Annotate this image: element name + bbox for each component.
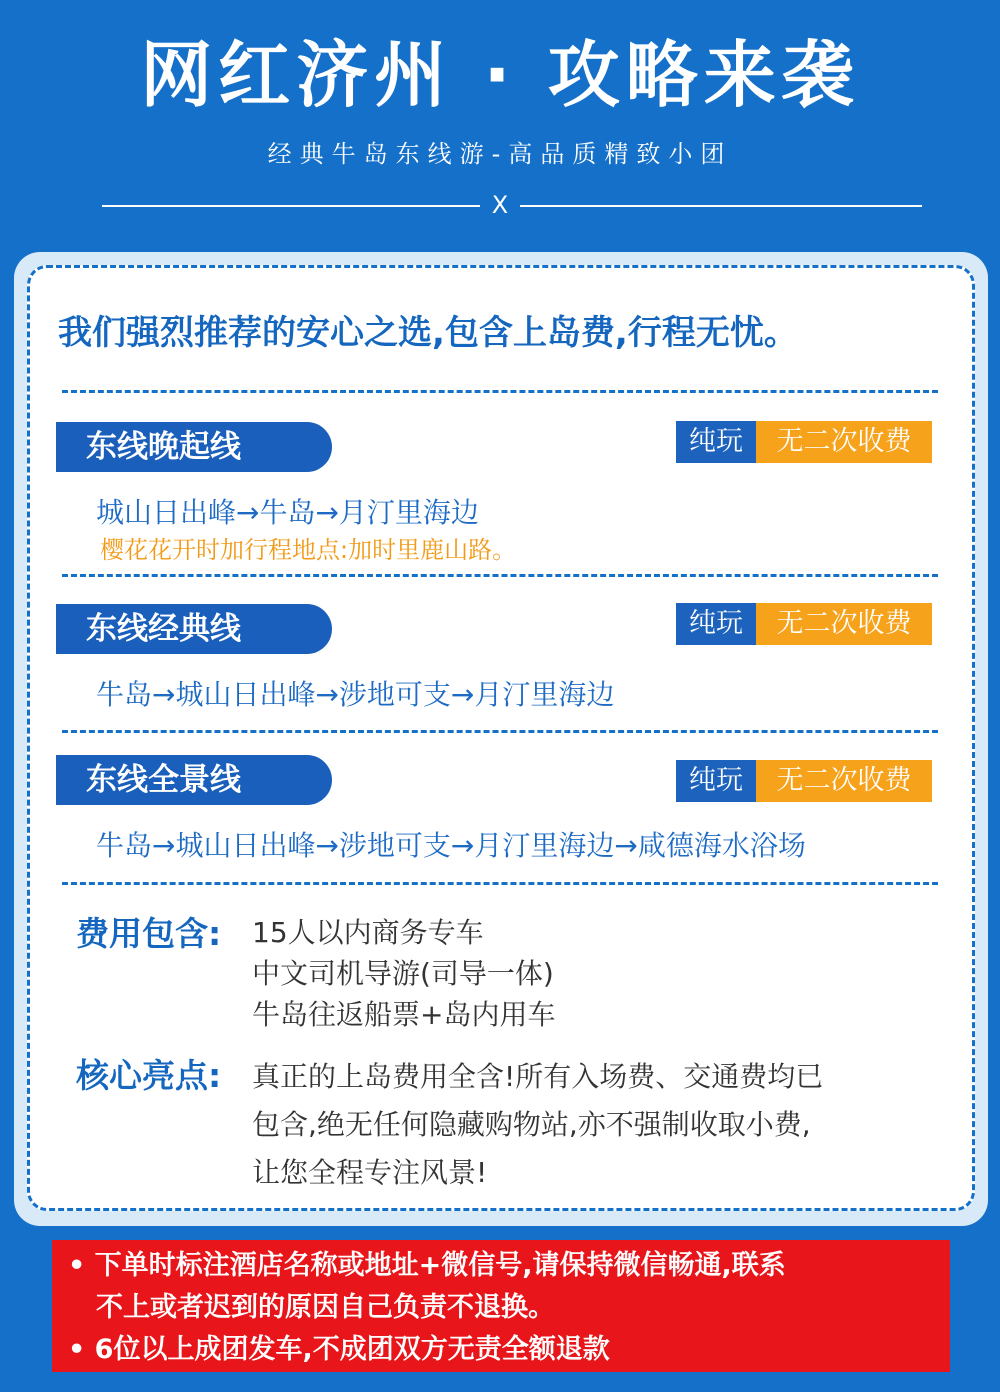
dash-divider	[62, 730, 938, 733]
route-path-panorama: 牛岛→城山日出峰→涉地可支→月汀里海边→咸德海水浴场	[96, 829, 806, 862]
card-headline: 我们强烈推荐的安心之选,包含上岛费,行程无忧。	[58, 313, 798, 353]
dash-divider	[62, 390, 938, 393]
divider-mark: X	[491, 191, 509, 219]
route-path-classic: 牛岛→城山日出峰→涉地可支→月汀里海边	[96, 678, 615, 711]
route-badges-classic	[676, 603, 932, 645]
route-note-late: 樱花花开时加行程地点:加时里鹿山路。	[100, 536, 517, 564]
page-title: 网红济州 · 攻略来袭	[140, 33, 860, 117]
divider-left	[102, 205, 480, 207]
dash-divider	[62, 574, 938, 577]
badge-no-extra-fee: 无二次收费	[756, 760, 932, 802]
badge-pure-play: 纯玩	[676, 760, 756, 802]
dash-divider	[62, 882, 938, 885]
fee-item: 中文司机导游(司导一体)	[252, 957, 554, 990]
badge-no-extra-fee: 无二次收费	[756, 603, 932, 645]
highlight-line: 真正的上岛费用全含!所有入场费、交通费均已	[252, 1060, 824, 1093]
route-tag-panorama: 东线全景线	[56, 755, 332, 805]
route-tag-classic: 东线经典线	[56, 604, 332, 654]
highlight-line: 包含,绝无任何隐藏购物站,亦不强制收取小费,	[252, 1108, 811, 1141]
divider-right	[520, 205, 922, 207]
fee-item: 15人以内商务专车	[252, 916, 484, 949]
page-subtitle: 经典牛岛东线游-高品质精致小团	[267, 140, 733, 168]
notice-line: • 6位以上成团发车,不成团双方无责全额退款	[68, 1334, 610, 1365]
badge-pure-play: 纯玩	[676, 421, 756, 463]
route-badges-late	[676, 421, 932, 463]
route-tag-late: 东线晚起线	[56, 422, 332, 472]
fees-label: 费用包含:	[76, 914, 222, 953]
route-badges-panorama	[676, 760, 932, 802]
route-path-late: 城山日出峰→牛岛→月汀里海边	[96, 496, 479, 529]
badge-no-extra-fee: 无二次收费	[756, 421, 932, 463]
notice-line: 不上或者迟到的原因自己负责不退换。	[96, 1292, 555, 1323]
highlights-label: 核心亮点:	[76, 1056, 222, 1095]
highlight-line: 让您全程专注风景!	[252, 1156, 488, 1189]
notice-line: • 下单时标注酒店名称或地址+微信号,请保持微信畅通,联系	[68, 1250, 786, 1281]
badge-pure-play: 纯玩	[676, 603, 756, 645]
fee-item: 牛岛往返船票+岛内用车	[252, 998, 556, 1031]
